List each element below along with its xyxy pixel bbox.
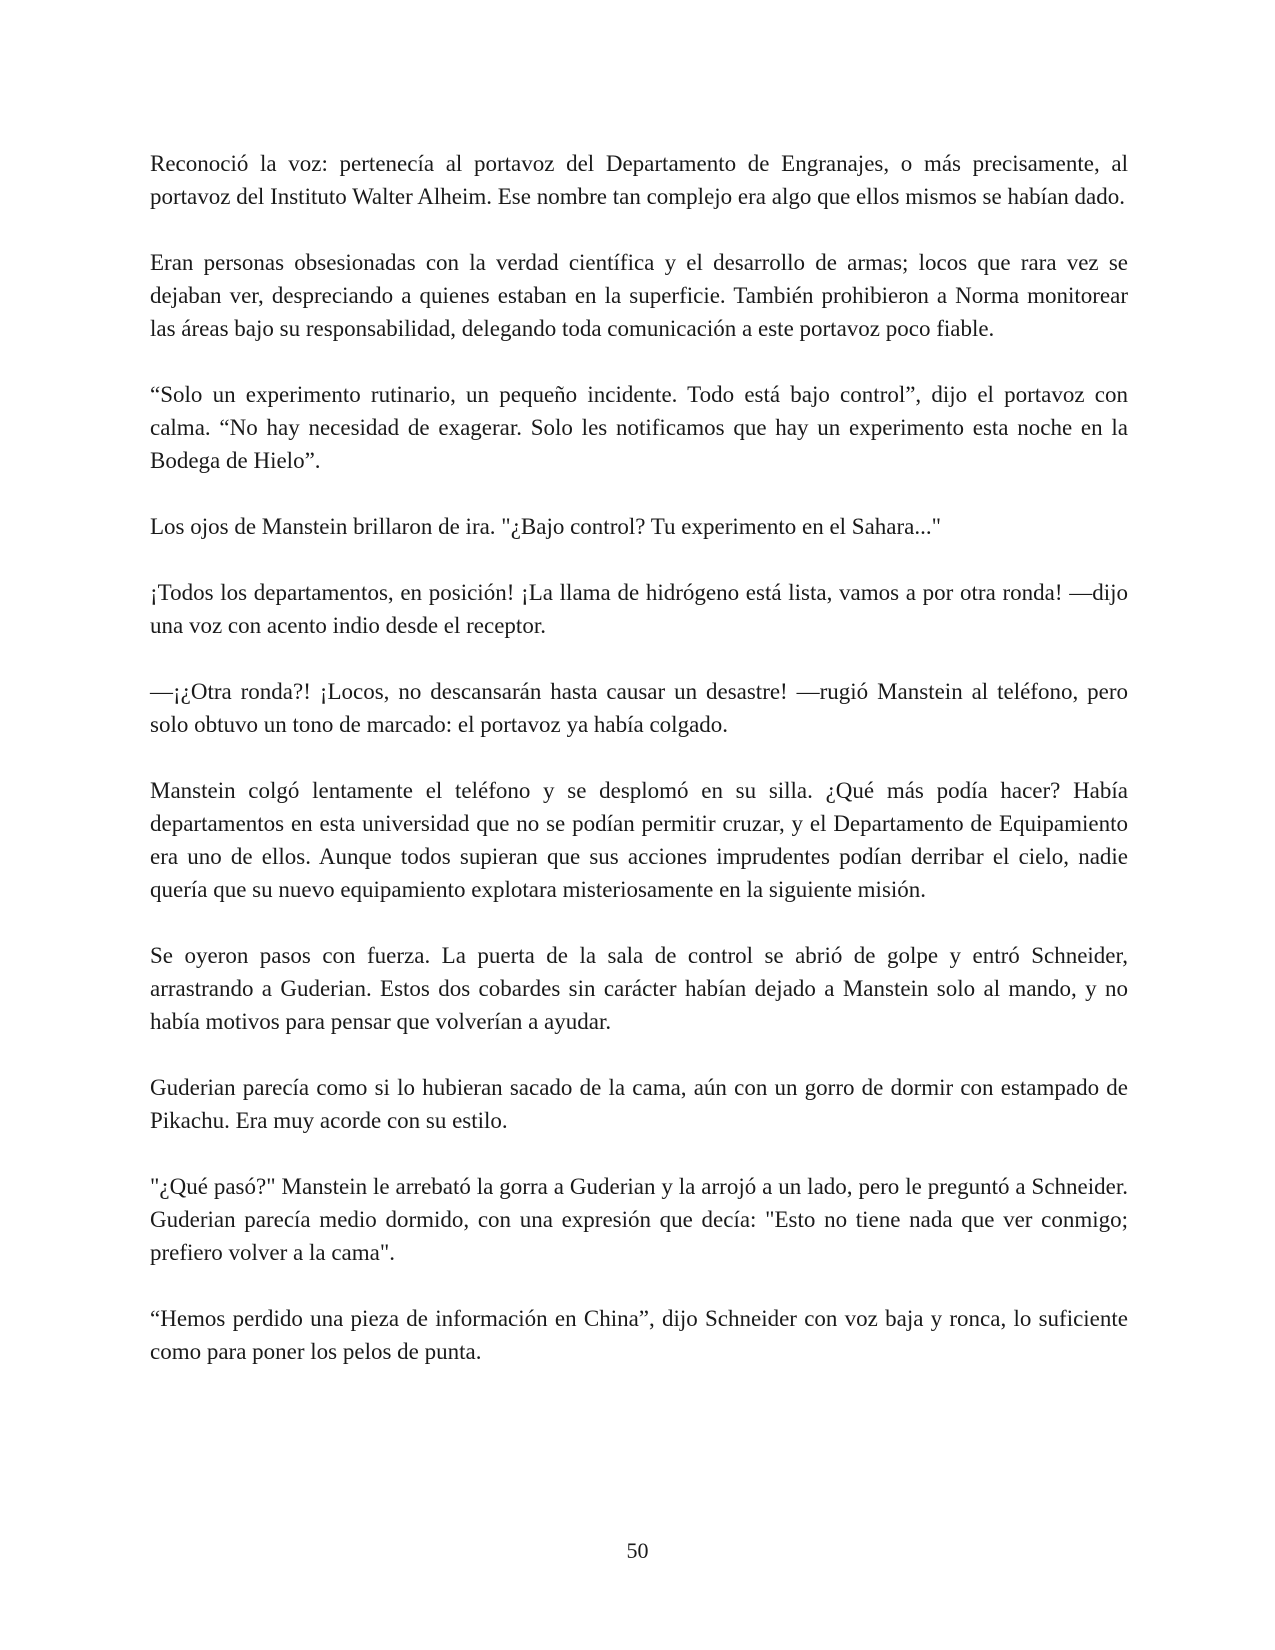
paragraph-2: Eran personas obsesionadas con la verdad científica y el desarrollo de armas; locos que rara vez se dejaban ver, despreciando a quienes estaban en la superficie. También prohibieron a Norma monitorear las áreas bajo su responsabilidad, delegando toda comunicación a este portavoz poco fiable. xyxy=(150,250,1128,341)
paragraph-4: Los ojos de Manstein brillaron de ira. "¿Bajo control? Tu experimento en el Sahara..." xyxy=(150,514,942,539)
paragraph-8: Se oyeron pasos con fuerza. La puerta de la sala de control se abrió de golpe y entró Schneider, arrastrando a Guderian. Estos dos cobardes sin carácter habían dejado a Manstein solo al mando, y no había motivos para pensar que volverían a ayudar. xyxy=(150,943,1128,1034)
paragraph-3: “Solo un experimento rutinario, un pequeño incidente. Todo está bajo control”, dijo el portavoz con calma. “No hay necesidad de exagerar. Solo les notificamos que hay un experimento esta noche en la Bodega de Hielo”. xyxy=(150,382,1128,473)
paragraph-9: Guderian parecía como si lo hubieran sacado de la cama, aún con un gorro de dormir con estampado de Pikachu. Era muy acorde con su estilo. xyxy=(150,1075,1128,1133)
page-number: 50 xyxy=(626,1538,649,1563)
paragraph-6: —¡¿Otra ronda?! ¡Locos, no descansarán hasta causar un desastre! —rugió Manstein al teléfono, pero solo obtuvo un tono de marcado: el portavoz ya había colgado. xyxy=(150,679,1128,737)
paragraph-11: “Hemos perdido una pieza de información en China”, dijo Schneider con voz baja y ronca, lo suficiente como para poner los pelos de punta. xyxy=(150,1306,1128,1364)
paragraph-1: Reconoció la voz: pertenecía al portavoz del Departamento de Engranajes, o más precisamente, al portavoz del Instituto Walter Alheim. Ese nombre tan complejo era algo que ellos mismos se habían dado. xyxy=(150,151,1128,209)
body-text xyxy=(150,147,1128,1368)
paragraph-7: Manstein colgó lentamente el teléfono y se desplomó en su silla. ¿Qué más podía hacer? Había departamentos en esta universidad que no se podían permitir cruzar, y el Departamento de Equipamiento era uno de ellos. Aunque todos supieran que sus acciones imprudentes podían derribar el cielo, nadie quería que su nuevo equipamiento explotara misteriosamente en la siguiente misión. xyxy=(150,778,1128,902)
paragraph-10: "¿Qué pasó?" Manstein le arrebató la gorra a Guderian y la arrojó a un lado, pero le preguntó a Schneider. Guderian parecía medio dormido, con una expresión que decía: "Esto no tiene nada que ver conmigo; prefiero volver a la cama". xyxy=(150,1174,1128,1265)
paragraph-5: ¡Todos los departamentos, en posición! ¡La llama de hidrógeno está lista, vamos a por otra ronda! —dijo una voz con acento indio desde el receptor. xyxy=(150,580,1128,638)
